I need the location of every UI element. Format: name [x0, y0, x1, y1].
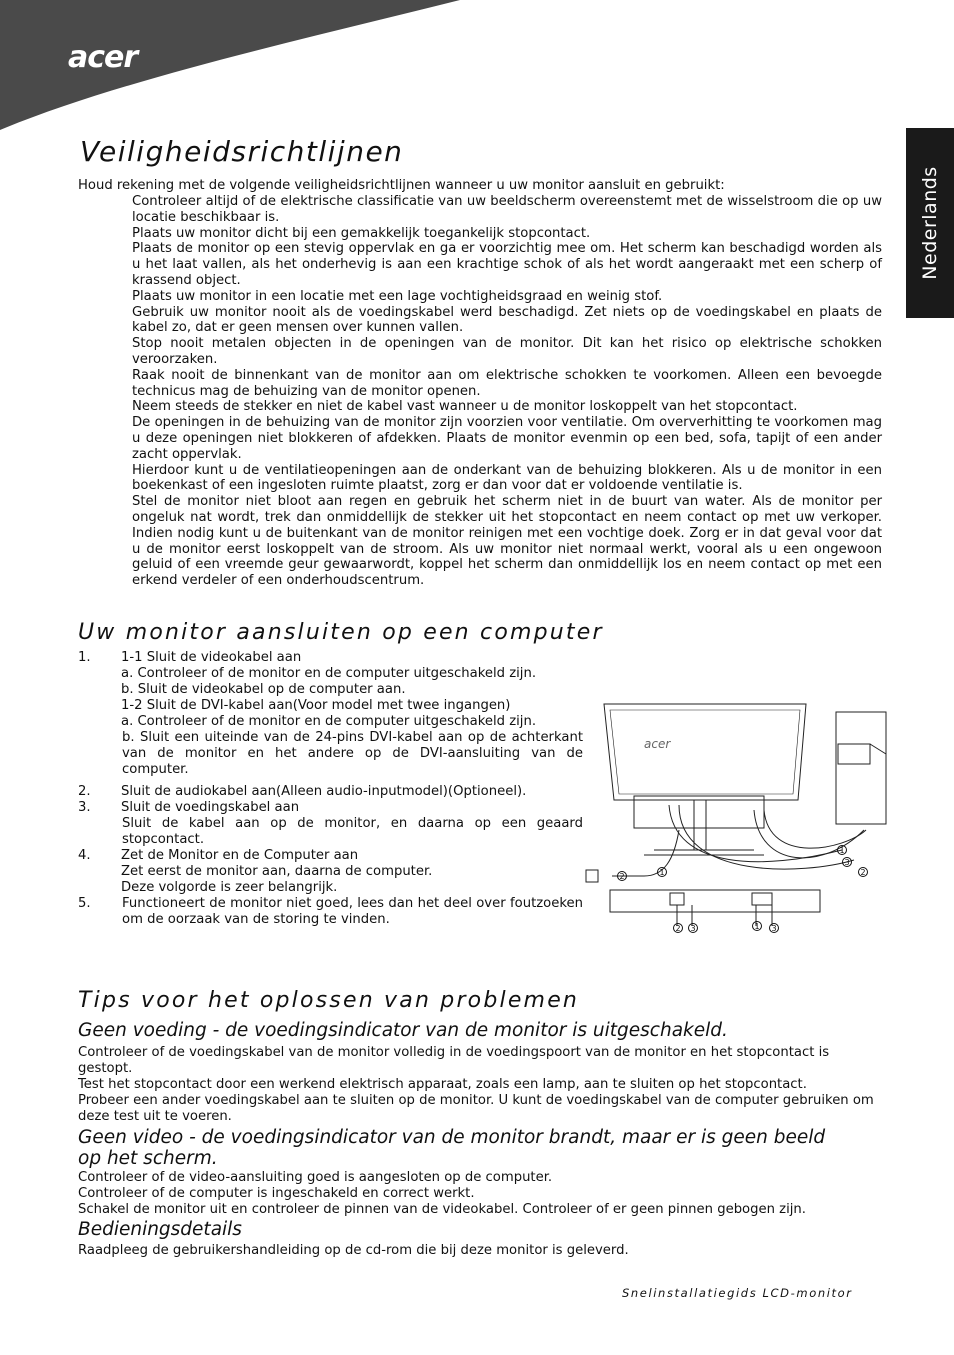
no-video-p3: Schakel de monitor uit en controleer de pinnen van de videokabel. Controleer of er geen pinnen gebogen zijn. — [78, 1202, 806, 1217]
step-5-text: Functioneert de monitor niet goed, lees dan het deel over foutzoeken om de oorzaak van de storing te vinden. — [122, 896, 583, 927]
list-item: Stel de monitor niet bloot aan regen en gebruik het scherm niet in de buurt van water. Als de monitor per ongeluk nat wordt, trek dan onmiddellijk de stekker uit het stopcontact en neem contact op met uw verkoper. Indien nodig kunt u de buitenkant van de monitor reinigen met een vochtige doek. Zorg er in dat geval voor dat u de monitor eerst loskoppelt van de stroom. Als uw monitor niet normaal werkt, vooral als u een ongewoon geluid of een vreemde geur gewaarwordt, koppel het scherm dan onmiddellijk los en neem contact op met een erkend verdeler of een onderhoudscentrum. — [132, 494, 882, 589]
figure-logo — [644, 737, 671, 751]
no-power-p2: Test het stopcontact door een werkend elektrisch apparaat, zoals een lamp, aan te sluiten op het stopcontact. — [78, 1077, 807, 1092]
step-1-1-a: a. Controleer of de monitor en de computer uitgeschakeld zijn. — [121, 666, 537, 681]
list-item: Plaats uw monitor in een locatie met een lage vochtigheidsgraad en weinig stof. — [132, 288, 663, 304]
step-3-text: Sluit de kabel aan op de monitor, en daarna op een geaard stopcontact. — [122, 816, 583, 847]
tips-title: Tips voor het oplossen van problemen — [78, 988, 580, 1013]
no-power-p1: Controleer of de voedingskabel van de monitor volledig in de voedingspoort van de monitor en het stopcontact is gestopt. — [78, 1045, 830, 1076]
step-number: 1. — [78, 650, 91, 665]
step-4-text-2: Deze volgorde is zeer belangrijk. — [121, 880, 338, 895]
connect-title: Uw monitor aansluiten op een computer — [78, 620, 604, 645]
list-item: Stop nooit metalen objecten in de openingen van de monitor. Dit kan het risico op elektrische schokken veroorzaken. — [132, 336, 882, 367]
acer-logo: acer — [68, 40, 138, 75]
list-item: De openingen in de behuizing van de monitor zijn voorzien voor ventilatie. Om oververhitting te voorkomen mag u deze openingen niet blokkeren of afdekken. Plaats de monitor evenmin op een bed, sofa, tapijt of een ander zacht oppervlak. — [132, 415, 882, 462]
callout-label: 1 — [839, 846, 845, 855]
no-video-heading-1: Geen video - de voedingsindicator van de monitor brandt, maar er is geen beeld — [78, 1127, 826, 1148]
step-number: 5. — [78, 896, 91, 911]
callout-label: 1 — [754, 922, 760, 931]
no-video-p2: Controleer of de computer is ingeschakeld en correct werkt. — [78, 1186, 475, 1201]
controls-heading: Bedieningsdetails — [78, 1219, 242, 1240]
no-power-p3: Probeer een ander voedingskabel aan te sluiten op de monitor. U kunt de voedingskabel van de computer gebruiken om deze test uit te voeren. — [78, 1093, 874, 1124]
step-4-text-1: Zet eerst de monitor aan, daarna de computer. — [121, 864, 433, 879]
language-tab — [906, 128, 954, 318]
callout-label: 3 — [690, 924, 696, 933]
safety-list — [132, 194, 882, 589]
language-tab-label: Nederlands — [919, 166, 941, 280]
callout-label: 1 — [659, 868, 665, 877]
page-footer: Snelinstallatiegids LCD-monitor — [622, 1286, 853, 1300]
no-power-body — [78, 1045, 884, 1125]
list-item: Plaats de monitor op een stevig oppervlak en ga er voorzichtig mee om. Het scherm kan beschadigd worden als u het laat vallen, als het onderhevig is aan een krachtige schok of als het wordt aangeraakt met een scherp of krassend object. — [132, 241, 882, 288]
step-4-title: Zet de Monitor en de Computer aan — [121, 848, 359, 863]
connection-diagram — [584, 700, 890, 936]
safety-intro: Houd rekening met de volgende veiligheidsrichtlijnen wanneer u uw monitor aansluit en gebruikt: — [78, 178, 725, 193]
safety-title: Veiligheidsrichtlijnen — [80, 135, 404, 168]
list-item: Plaats uw monitor dicht bij een gemakkelijk toegankelijk stopcontact. — [132, 225, 591, 241]
no-video-heading-2: op het scherm. — [78, 1148, 218, 1169]
no-power-heading: Geen voeding - de voedingsindicator van de monitor is uitgeschakeld. — [78, 1020, 728, 1041]
list-item: Neem steeds de stekker en niet de kabel vast wanneer u de monitor loskoppelt van het stopcontact. — [132, 399, 798, 415]
step-1-2-a: a. Controleer of de monitor en de computer uitgeschakeld zijn. — [121, 714, 537, 729]
list-item: Controleer altijd of de elektrische classificatie van uw beeldscherm overeenstemt met de wisselstroom die op uw locatie beschikbaar is. — [132, 194, 882, 225]
controls-p1: Raadpleeg de gebruikershandleiding op de cd-rom die bij deze monitor is geleverd. — [78, 1243, 629, 1258]
step-number: 2. — [78, 784, 91, 799]
list-item: Hierdoor kunt u de ventilatieopeningen aan de onderkant van de behuizing blokkeren. Als u de monitor in een boekenkast of een ingesloten ruimte plaatst, zorg er dan voor dat er voldoende ventilatie is. — [132, 462, 882, 494]
callout-label: 3 — [771, 924, 777, 933]
callout-label: 2 — [675, 924, 681, 933]
callout-label: 2 — [860, 868, 866, 877]
connect-steps — [78, 650, 583, 928]
no-video-p1: Controleer of de video-aansluiting goed is aangesloten op de computer. — [78, 1170, 553, 1185]
step-1-2: 1-2 Sluit de DVI-kabel aan(Voor model met twee ingangen) — [121, 698, 511, 713]
list-item: Gebruik uw monitor nooit als de voedingskabel werd beschadigd. Zet niets op de voedingskabel en plaats de kabel zo, dat er geen mensen over kunnen vallen. — [132, 304, 882, 336]
list-item: Raak nooit de binnenkant van de monitor aan om elektrische schokken te voorkomen. Alleen een bevoegde technicus mag de behuizing van de monitor openen. — [132, 367, 882, 399]
step-1-2-b: b. Sluit een uiteinde van de 24-pins DVI-kabel aan op de achterkant van de monitor en het andere op de DVI-aansluiting van de computer. — [122, 730, 583, 777]
step-2-text: Sluit de audiokabel aan(Alleen audio-inputmodel)(Optioneel). — [121, 784, 527, 799]
step-number: 4. — [78, 848, 91, 863]
step-1-1-b: b. Sluit de videokabel op de computer aan. — [121, 682, 406, 697]
callout-label: 3 — [844, 858, 850, 867]
callout-label: 2 — [619, 872, 625, 881]
step-number: 3. — [78, 800, 91, 815]
step-3-title: Sluit de voedingskabel aan — [121, 800, 300, 815]
figure-logo-text: acer — [644, 737, 671, 751]
controls-body — [78, 1243, 884, 1259]
step-1-1: 1-1 Sluit de videokabel aan — [121, 650, 302, 665]
no-video-body — [78, 1170, 884, 1218]
header-band — [0, 0, 954, 140]
